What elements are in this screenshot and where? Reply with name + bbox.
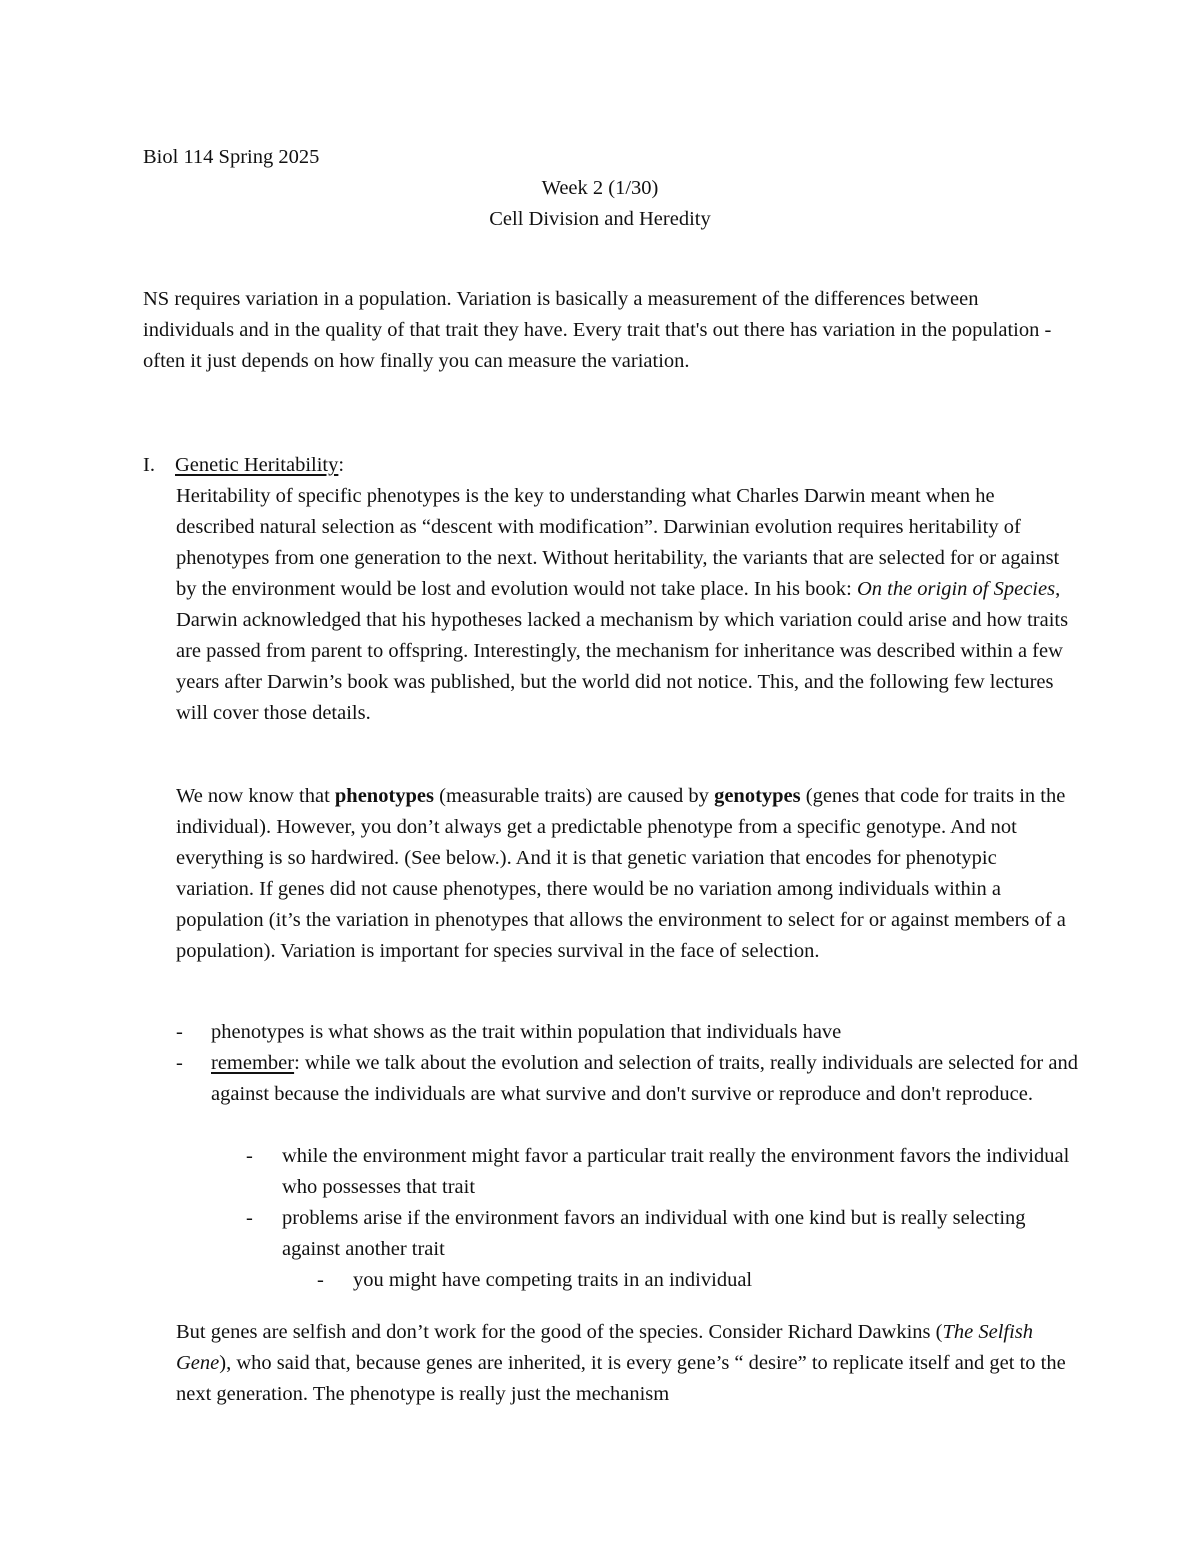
bullet-dash: - [317, 1269, 324, 1291]
intro-paragraph: NS requires variation in a population. Variation is basically a measurement of the differences between individuals and in the quality of that trait they have. Every trait that's out there has variation in the population - often it just depends on how finally you can measure the variation. [143, 288, 1052, 372]
remember-text: : while we talk about the evolution and selection of traits, really individuals are selected for and against because the individuals are what survive and don't survive or reproduce and don't reproduce. [211, 1052, 1078, 1105]
section-colon: : [338, 454, 345, 476]
book-title-origin: On the origin of Species [856, 578, 1056, 600]
bullet-dash: - [246, 1207, 253, 1229]
para2-text-b: (measurable traits) are caused by [434, 785, 715, 807]
bullet-competing-traits: you might have competing traits in an individual [353, 1269, 753, 1291]
bullet-problems-arise: problems arise if the environment favors an individual with one kind but is really selecting against another trait [282, 1207, 1026, 1260]
book-title-selfish-gene: The Selfish Gene [176, 1321, 1034, 1374]
para1-text-a: Heritability of specific phenotypes is the key to understanding what Charles Darwin meant when he described natural selection as “descent with modification”. Darwinian evolution requires heritability of phenotypes from one generation to the next. Without heritability, the variants that are selected for or against by the environment would be lost and evolution would not take place. In his book: [176, 485, 1060, 600]
bullet-remember [211, 1048, 1081, 1110]
section-title: Genetic Heritability [175, 454, 339, 476]
bullet-environment-favors: while the environment might favor a particular trait really the environment favors the individual who possesses that trait [282, 1145, 1070, 1198]
para2-text-a: We now know that [176, 785, 335, 807]
genotype-paragraph [176, 781, 1076, 967]
bullet-dash: - [176, 1021, 183, 1043]
para3-text-a: But genes are selfish and don’t work for the good of the species. Consider Richard Dawkins ( [176, 1321, 943, 1343]
para3-text-b: ), who said that, because genes are inherited, it is every gene’s “ desire” to replicate itself and get to the next generation. The phenotype is really just the mechanism [176, 1352, 1066, 1405]
para1-text-b: , Darwin acknowledged that his hypotheses lacked a mechanism by which variation could arise and how traits are passed from parent to offspring. Interestingly, the mechanism for inheritance was described within a few years after Darwin’s book was published, but the world did not notice. This, and the following few lectures will cover those details. [176, 578, 1069, 724]
heritability-paragraph [176, 481, 1076, 729]
bullet-dash: - [246, 1145, 253, 1167]
term-phenotypes: phenotypes [334, 785, 435, 807]
selfish-gene-paragraph [176, 1317, 1076, 1410]
bullet-phenotypes: phenotypes is what shows as the trait within population that individuals have [211, 1021, 842, 1043]
para2-text-c: (genes that code for traits in the individual). However, you don’t always get a predictable phenotype from a specific genotype. And not everything is so hardwired. (See below.). And it is that genetic variation that encodes for phenotypic variation. If genes did not cause phenotypes, there would be no variation among individuals within a population (it’s the variation in phenotypes that allows the environment to select for or against members of a population). Variation is important for species survival in the face of selection. [176, 785, 1066, 962]
week-label: Week 2 (1/30) [541, 177, 659, 199]
course-header: Biol 114 Spring 2025 [143, 146, 320, 168]
section-heading [143, 450, 344, 481]
bullet-dash: - [176, 1052, 183, 1074]
section-number: I. [143, 454, 155, 476]
remember-label: remember [211, 1052, 295, 1074]
topic-title: Cell Division and Heredity [489, 208, 711, 230]
term-genotypes: genotypes [714, 785, 801, 807]
